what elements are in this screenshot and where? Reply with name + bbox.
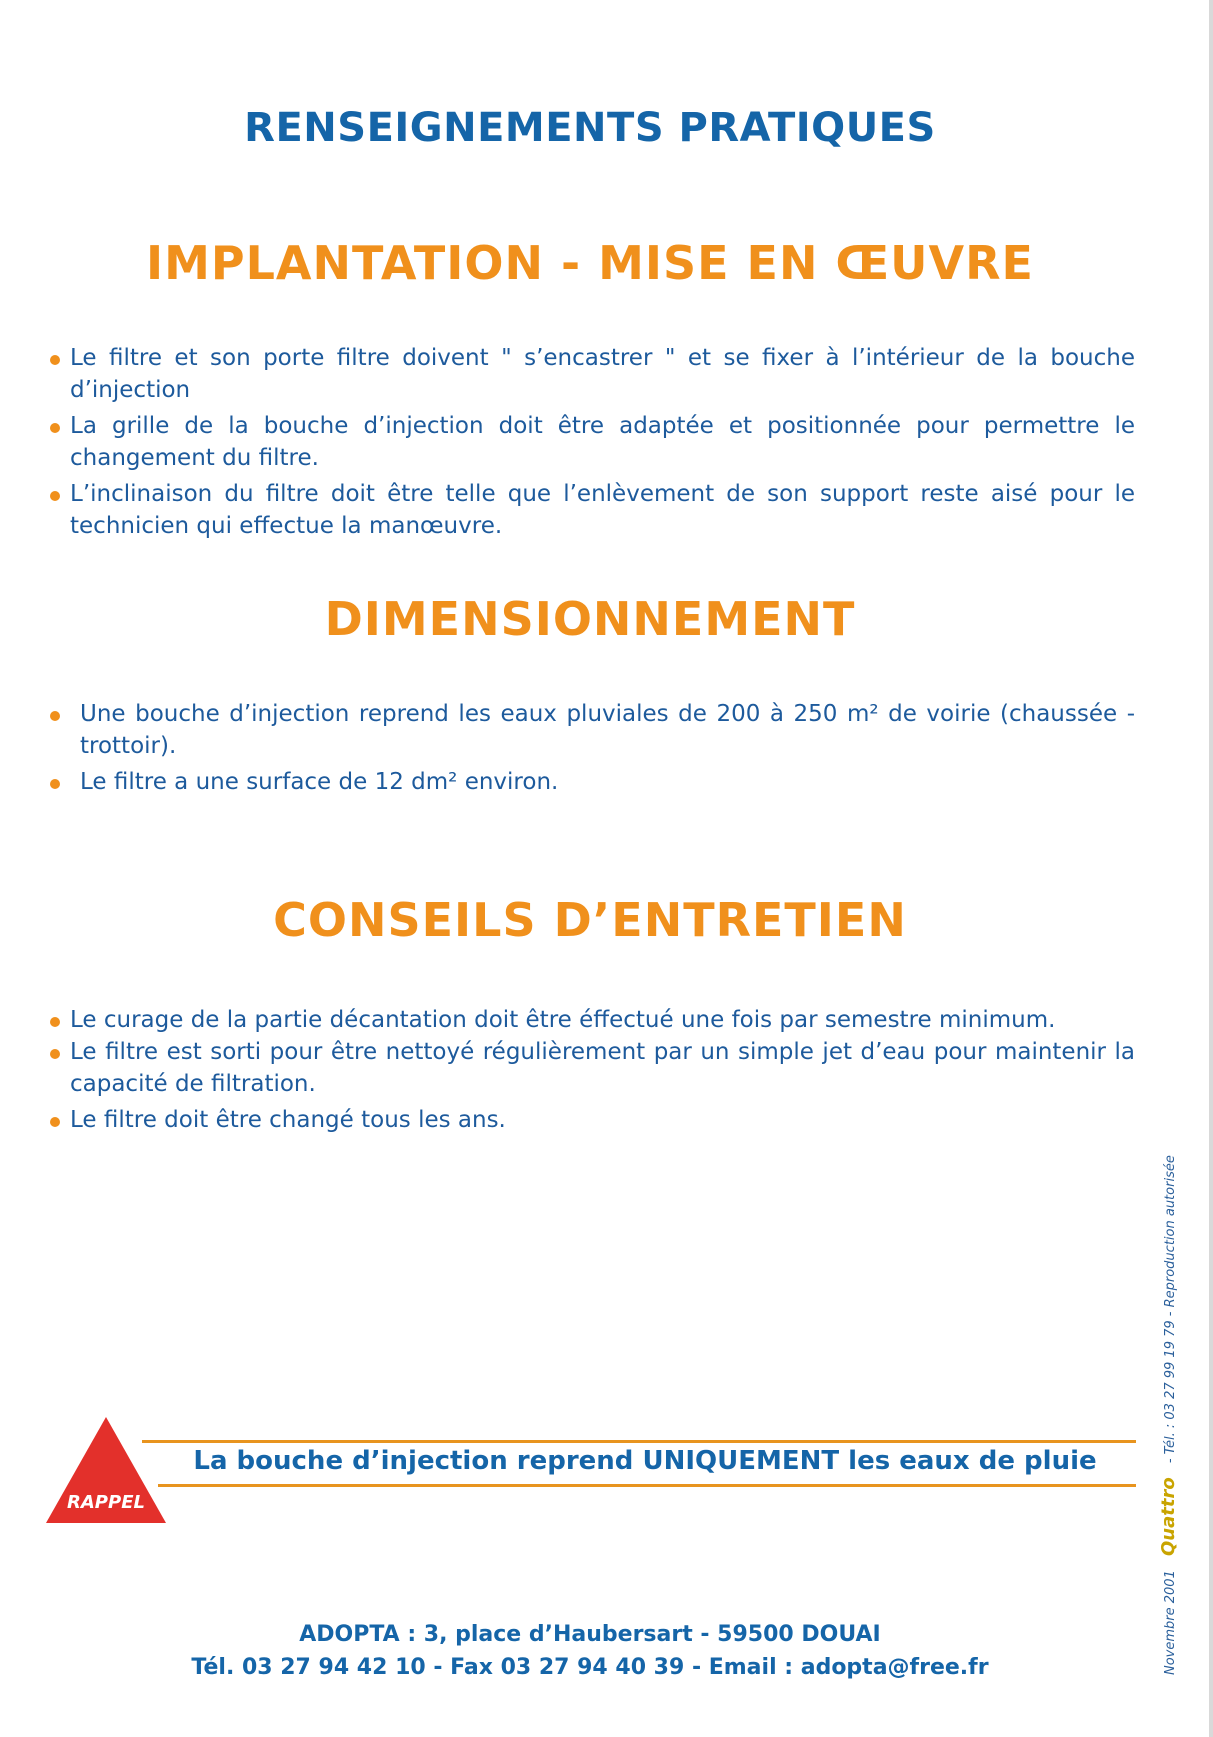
rappel-divider-bottom [158,1484,1136,1487]
dimensionnement-list [50,698,1135,798]
rappel-badge [44,1415,168,1525]
list-item: La grille de la bouche d’injection doit être adaptée et positionnée pour permettre le changement du filtre. [50,410,1135,474]
page-title: RENSEIGNEMENTS PRATIQUES [244,105,936,151]
list-item: Le curage de la partie décantation doit être éffectué une fois par semestre minimum. [50,1004,1135,1036]
section-title-entretien: CONSEILS D’ENTRETIEN [273,893,907,947]
list-item: Une bouche d’injection reprend les eaux pluviales de 200 à 250 m² de voirie (chaussée - trottoir). [50,698,1135,762]
side-note-date: Novembre 2001 [1163,1570,1178,1675]
section-title-dimensionnement: DIMENSIONNEMENT [324,592,856,646]
entretien-list [50,1004,1135,1136]
bullet-icon [50,1049,60,1059]
list-item: Le filtre a une surface de 12 dm² environ. [50,766,1135,798]
side-note-info: - Tél. : 03 27 99 19 79 - Reproduction autorisée [1163,1155,1178,1464]
footer-address: ADOPTA : 3, place d’Haubersart - 59500 DOUAI [299,1622,881,1647]
section-title-implantation: IMPLANTATION - MISE EN ŒUVRE [146,236,1034,290]
signature-logo: Quattro [1158,1477,1179,1556]
list-item: Le filtre doit être changé tous les ans. [50,1104,1135,1136]
footer-contact: Tél. 03 27 94 42 10 - Fax 03 27 94 40 39 - Email : adopta@free.fr [191,1655,989,1680]
bullet-icon [50,711,60,721]
bullet-icon [50,779,60,789]
bullet-icon [50,355,60,365]
list-item: L’inclinaison du filtre doit être telle que l’enlèvement de son support reste aisé pour le technicien qui effectue la manœuvre. [50,478,1135,542]
list-item: Le filtre et son porte filtre doivent " s’encastrer " et se fixer à l’intérieur de la bouche d’injection [50,342,1135,406]
rappel-divider-top [142,1440,1136,1443]
side-note [1158,1055,1179,1675]
bullet-icon [50,423,60,433]
list-item: Le filtre est sorti pour être nettoyé régulièrement par un simple jet d’eau pour maintenir la capacité de filtration. [50,1036,1135,1100]
rappel-badge-label: RAPPEL [67,1492,145,1513]
implantation-list [50,342,1135,542]
bullet-icon [50,1017,60,1027]
rappel-text: La bouche d’injection reprend UNIQUEMENT les eaux de pluie [193,1446,1097,1476]
page-edge [1209,0,1213,1737]
bullet-icon [50,1117,60,1127]
bullet-icon [50,491,60,501]
